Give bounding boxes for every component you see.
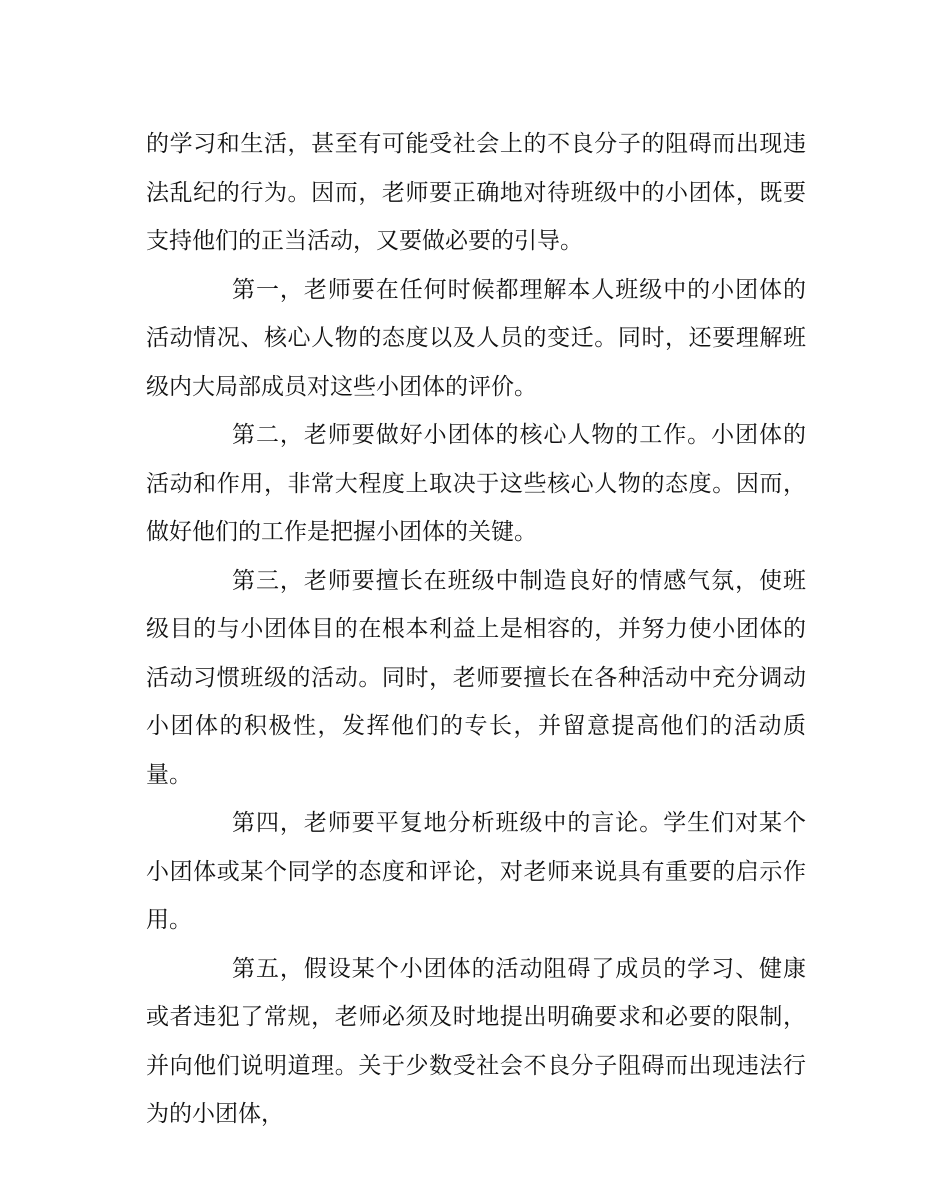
paragraph-fifth-point: 第五，假设某个小团体的活动阻碍了成员的学习、健康或者违犯了常规，老师必须及时地提出明确要求和必要的限制，并向他们说明道理。关于少数受社会不良分子阻碍而出现违法行为的小团体， <box>146 955 806 1127</box>
paragraph-third-point: 第三，老师要擅长在班级中制造良好的情感气氛，使班级目的与小团体目的在根本利益上是相容的，并努力使小团体的活动习惯班级的活动。同时，老师要擅长在各种活动中充分调动小团体的积极性，发挥他们的专长，并留意提高他们的活动质量。 <box>146 567 806 788</box>
paragraph-continuation: 的学习和生活，甚至有可能受社会上的不良分子的阻碍而出现违法乱纪的行为。因而，老师要正确地对待班级中的小团体，既要支持他们的正当活动，又要做必要的引导。 <box>146 131 806 254</box>
paragraph-fourth-point: 第四，老师要平复地分析班级中的言论。学生们对某个小团体或某个同学的态度和评论，对老师来说具有重要的启示作用。 <box>146 810 806 933</box>
paragraph-second-point: 第二，老师要做好小团体的核心人物的工作。小团体的活动和作用，非常大程度上取决于这些核心人物的态度。因而，做好他们的工作是把握小团体的关键。 <box>146 422 806 545</box>
document-body <box>146 120 806 1139</box>
paragraph-first-point: 第一，老师要在任何时候都理解本人班级中的小团体的活动情况、核心人物的态度以及人员的变迁。同时，还要理解班级内大局部成员对这些小团体的评价。 <box>146 276 806 400</box>
